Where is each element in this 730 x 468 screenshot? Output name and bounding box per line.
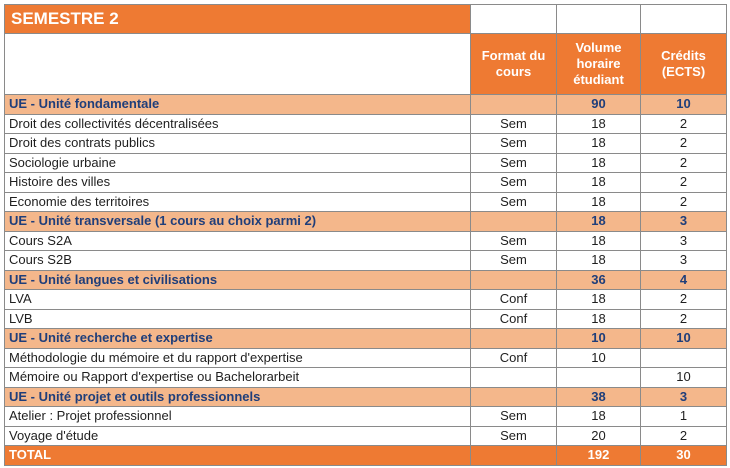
- section-label: UE - Unité fondamentale: [5, 95, 471, 115]
- course-volume: 18: [557, 290, 641, 310]
- course-format: Conf: [471, 290, 557, 310]
- section-label: UE - Unité recherche et expertise: [5, 329, 471, 349]
- course-label: Economie des territoires: [5, 192, 471, 212]
- course-row: [5, 251, 727, 271]
- course-format: Sem: [471, 114, 557, 134]
- section-row: [5, 95, 727, 115]
- section-label: UE - Unité projet et outils professionnels: [5, 387, 471, 407]
- course-volume: 36: [557, 270, 641, 290]
- section-label: UE - Unité langues et civilisations: [5, 270, 471, 290]
- course-volume: 20: [557, 426, 641, 446]
- course-format: Sem: [471, 251, 557, 271]
- course-credits: 10: [641, 329, 727, 349]
- course-format: [471, 329, 557, 349]
- course-label: LVA: [5, 290, 471, 310]
- course-credits: 2: [641, 309, 727, 329]
- course-credits: 3: [641, 251, 727, 271]
- total-volume: 192: [557, 446, 641, 466]
- course-format: Sem: [471, 426, 557, 446]
- course-label: Histoire des villes: [5, 173, 471, 193]
- course-credits: 10: [641, 368, 727, 388]
- course-credits: 3: [641, 212, 727, 232]
- section-row: [5, 387, 727, 407]
- course-format: Sem: [471, 231, 557, 251]
- course-credits: 2: [641, 192, 727, 212]
- total-row: [5, 446, 727, 466]
- course-row: [5, 153, 727, 173]
- course-volume: 18: [557, 134, 641, 154]
- section-row: [5, 212, 727, 232]
- course-credits: 2: [641, 153, 727, 173]
- course-row: [5, 368, 727, 388]
- course-credits: 2: [641, 114, 727, 134]
- section-row: [5, 329, 727, 349]
- course-volume: [557, 368, 641, 388]
- header-volume: Volume horaire étudiant: [557, 34, 641, 95]
- course-volume: 18: [557, 192, 641, 212]
- course-credits: 3: [641, 387, 727, 407]
- course-credits: 2: [641, 290, 727, 310]
- header-blank-cell: [5, 34, 471, 95]
- course-format: [471, 387, 557, 407]
- title-blank-cell: [557, 5, 641, 34]
- course-volume: 90: [557, 95, 641, 115]
- course-row: [5, 309, 727, 329]
- course-credits: [641, 348, 727, 368]
- title-blank-cell: [471, 5, 557, 34]
- course-label: Cours S2A: [5, 231, 471, 251]
- total-label: TOTAL: [5, 446, 471, 466]
- course-credits: 2: [641, 134, 727, 154]
- section-label: UE - Unité transversale (1 cours au choix parmi 2): [5, 212, 471, 232]
- course-label: Cours S2B: [5, 251, 471, 271]
- course-row: [5, 173, 727, 193]
- course-volume: 18: [557, 251, 641, 271]
- course-row: [5, 192, 727, 212]
- course-volume: 18: [557, 173, 641, 193]
- course-row: [5, 134, 727, 154]
- course-format: Sem: [471, 134, 557, 154]
- course-format: Conf: [471, 309, 557, 329]
- course-row: [5, 348, 727, 368]
- course-format: Sem: [471, 173, 557, 193]
- section-row: [5, 270, 727, 290]
- total-format: [471, 446, 557, 466]
- course-row: [5, 407, 727, 427]
- course-format: [471, 212, 557, 232]
- course-format: [471, 368, 557, 388]
- header-format: Format du cours: [471, 34, 557, 95]
- course-credits: 2: [641, 173, 727, 193]
- course-volume: 18: [557, 309, 641, 329]
- header-credits: Crédits (ECTS): [641, 34, 727, 95]
- course-row: [5, 231, 727, 251]
- course-volume: 18: [557, 114, 641, 134]
- course-label: Atelier : Projet professionnel: [5, 407, 471, 427]
- course-label: Sociologie urbaine: [5, 153, 471, 173]
- course-row: [5, 426, 727, 446]
- course-label: Droit des contrats publics: [5, 134, 471, 154]
- semester-table-container: [4, 4, 727, 466]
- course-format: Conf: [471, 348, 557, 368]
- course-row: [5, 290, 727, 310]
- course-volume: 10: [557, 329, 641, 349]
- course-volume: 18: [557, 231, 641, 251]
- header-row: [5, 34, 727, 95]
- course-format: Sem: [471, 407, 557, 427]
- course-format: [471, 270, 557, 290]
- course-label: Voyage d'étude: [5, 426, 471, 446]
- course-format: Sem: [471, 153, 557, 173]
- course-label: Méthodologie du mémoire et du rapport d'expertise: [5, 348, 471, 368]
- course-format: [471, 95, 557, 115]
- course-format: Sem: [471, 192, 557, 212]
- total-credits: 30: [641, 446, 727, 466]
- course-volume: 10: [557, 348, 641, 368]
- course-credits: 4: [641, 270, 727, 290]
- semester-title: SEMESTRE 2: [5, 5, 471, 34]
- course-row: [5, 114, 727, 134]
- course-label: LVB: [5, 309, 471, 329]
- semester-table-body: [5, 5, 727, 466]
- course-volume: 38: [557, 387, 641, 407]
- course-volume: 18: [557, 153, 641, 173]
- course-label: Mémoire ou Rapport d'expertise ou Bachelorarbeit: [5, 368, 471, 388]
- title-row: [5, 5, 727, 34]
- course-label: Droit des collectivités décentralisées: [5, 114, 471, 134]
- course-credits: 3: [641, 231, 727, 251]
- course-credits: 1: [641, 407, 727, 427]
- course-credits: 10: [641, 95, 727, 115]
- semester-table: [4, 4, 727, 466]
- course-volume: 18: [557, 407, 641, 427]
- course-volume: 18: [557, 212, 641, 232]
- title-blank-cell: [641, 5, 727, 34]
- course-credits: 2: [641, 426, 727, 446]
